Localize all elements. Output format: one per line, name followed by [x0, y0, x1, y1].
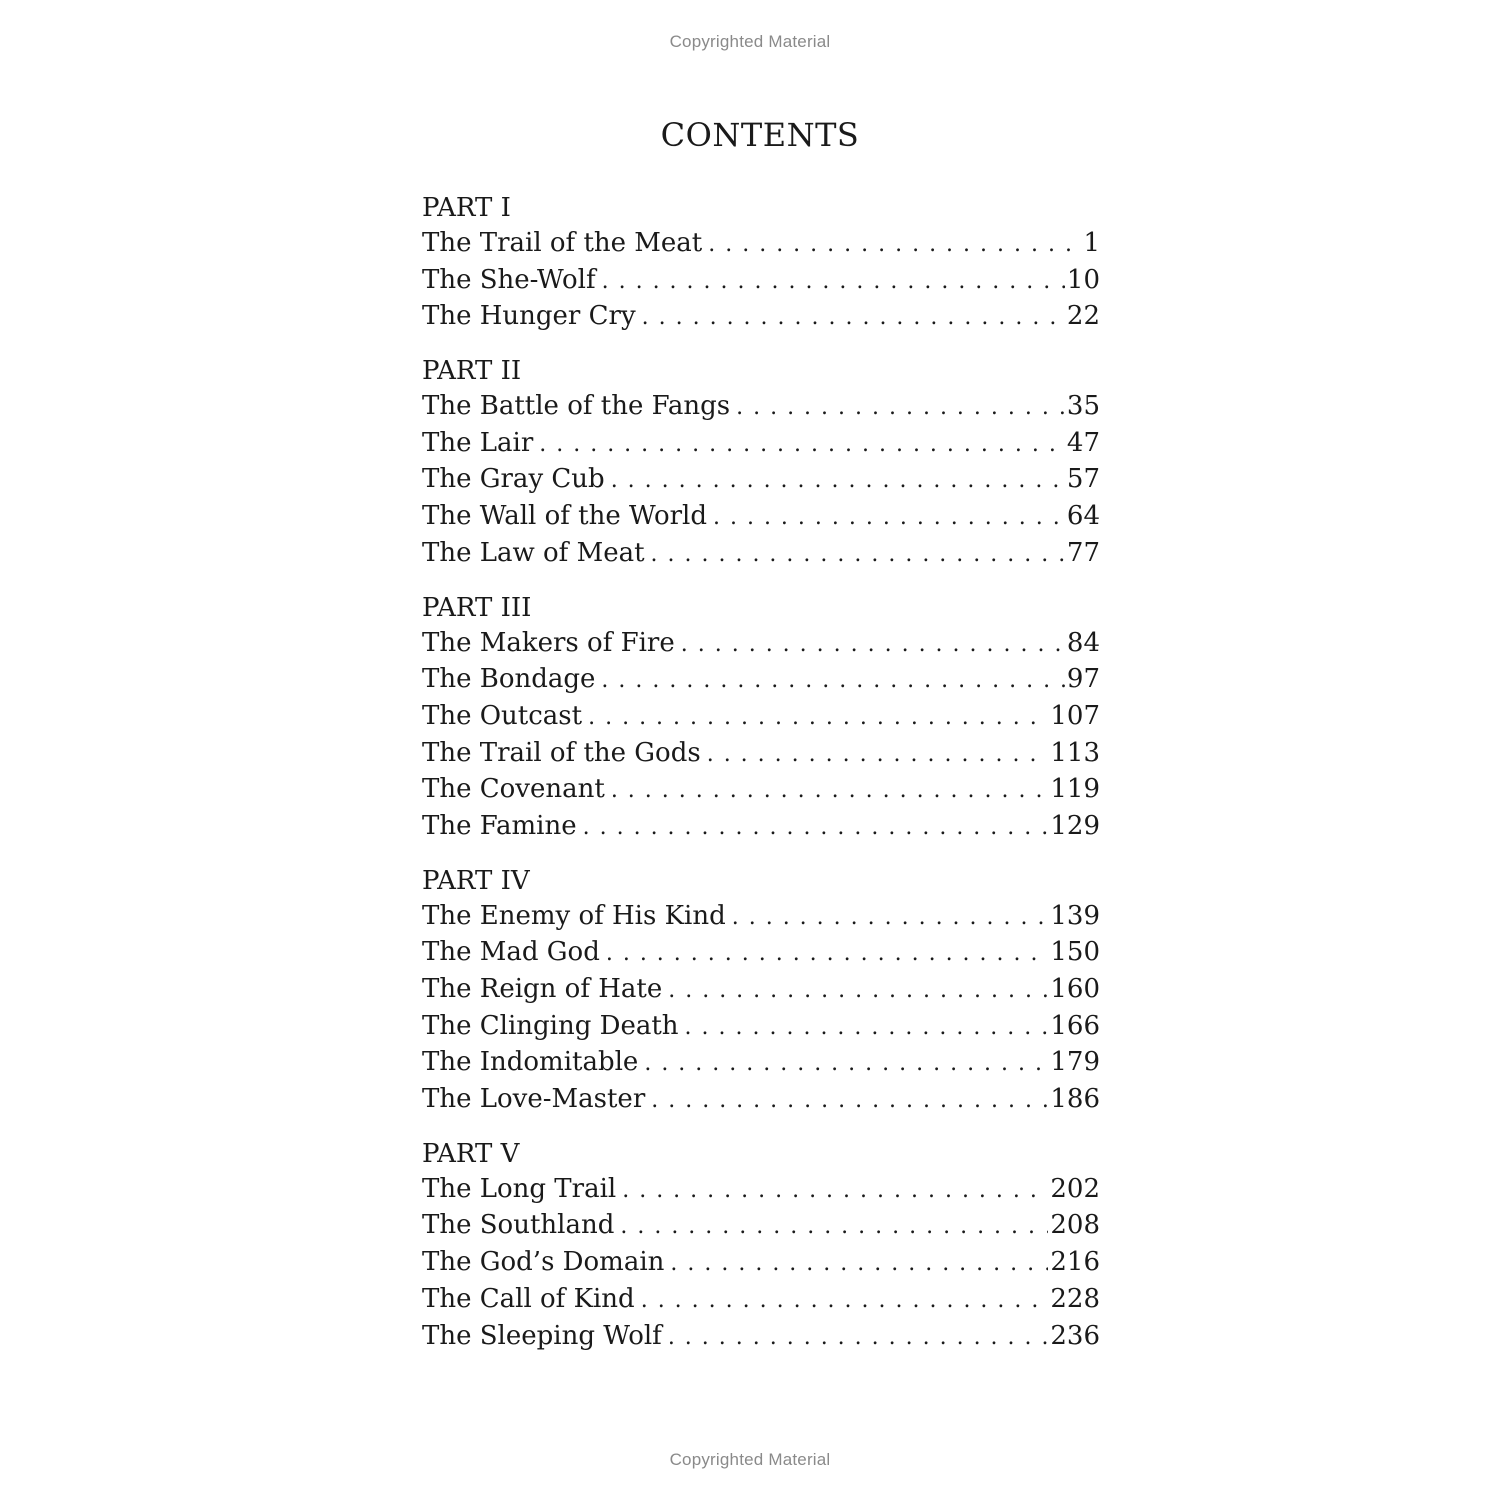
part-heading: PART V — [422, 1138, 520, 1169]
chapter-title: The She-Wolf — [422, 264, 596, 295]
toc-entry — [422, 1281, 1100, 1318]
dot-leader — [685, 1010, 1049, 1047]
toc-part — [422, 1138, 1100, 1354]
chapter-title: The Law of Meat — [422, 537, 645, 568]
page-number: 57 — [1066, 464, 1100, 495]
page-number: 236 — [1050, 1320, 1100, 1351]
toc-part — [422, 865, 1100, 1118]
dot-leader — [644, 1046, 1048, 1083]
page-number: 129 — [1050, 810, 1100, 841]
page-number: 216 — [1050, 1247, 1100, 1278]
toc-entry — [422, 262, 1100, 299]
page-number: 107 — [1050, 700, 1100, 731]
dot-leader — [539, 427, 1065, 464]
chapter-title: The Trail of the Gods — [422, 737, 701, 768]
toc-entry — [422, 225, 1100, 262]
part-heading: PART II — [422, 356, 522, 387]
toc-entry — [422, 1044, 1100, 1081]
chapter-title: The Covenant — [422, 774, 605, 805]
page-number: 113 — [1050, 737, 1100, 768]
toc-entry — [422, 1244, 1100, 1281]
toc-entry — [422, 498, 1100, 535]
page-number: 119 — [1050, 774, 1100, 805]
chapter-title: The Battle of the Fangs — [422, 391, 731, 422]
chapter-title: The Makers of Fire — [422, 627, 675, 658]
toc-entry — [422, 808, 1100, 845]
toc-part — [422, 355, 1100, 571]
dot-leader — [681, 627, 1065, 664]
chapter-title: The Southland — [422, 1210, 615, 1241]
toc-entry — [422, 388, 1100, 425]
dot-leader — [602, 264, 1065, 301]
chapter-title: The Outcast — [422, 700, 583, 731]
toc-entry — [422, 461, 1100, 498]
toc-entry — [422, 971, 1100, 1008]
toc-entry — [422, 661, 1100, 698]
page-number: 1 — [1083, 228, 1100, 258]
page-number: 35 — [1066, 391, 1100, 422]
table-of-contents — [422, 192, 1100, 1374]
dot-leader — [732, 900, 1049, 937]
dot-leader — [651, 1083, 1048, 1120]
dot-leader — [670, 1246, 1048, 1283]
page-number: 228 — [1050, 1283, 1100, 1314]
toc-entry — [422, 934, 1100, 971]
toc-entry — [422, 1008, 1100, 1045]
dot-leader — [641, 1283, 1049, 1320]
chapter-title: The Hunger Cry — [422, 301, 636, 332]
dot-leader — [651, 537, 1065, 574]
chapter-title: The Sleeping Wolf — [422, 1320, 662, 1351]
toc-part — [422, 192, 1100, 335]
dot-leader — [668, 1320, 1049, 1357]
toc-entry — [422, 1318, 1100, 1355]
dot-leader — [620, 1209, 1048, 1246]
page-number: 47 — [1066, 427, 1100, 458]
dot-leader — [611, 463, 1065, 500]
page-title: CONTENTS — [660, 116, 860, 154]
chapter-title: The Famine — [422, 810, 577, 841]
page-number: 64 — [1066, 501, 1100, 532]
dot-leader — [622, 1173, 1048, 1210]
toc-entry — [422, 698, 1100, 735]
chapter-title: The Clinging Death — [422, 1010, 679, 1041]
page-number: 139 — [1050, 900, 1100, 931]
page-number: 179 — [1050, 1047, 1100, 1078]
page-number: 208 — [1050, 1210, 1100, 1241]
dot-leader — [611, 773, 1049, 810]
toc-part — [422, 592, 1100, 845]
part-heading: PART I — [422, 193, 511, 223]
chapter-title: The Long Trail — [422, 1173, 617, 1204]
dot-leader — [606, 936, 1049, 973]
page-number: 84 — [1066, 627, 1100, 658]
page-number: 97 — [1066, 664, 1100, 695]
toc-entry — [422, 1171, 1100, 1208]
dot-leader — [642, 300, 1065, 337]
part-heading: PART IV — [422, 865, 530, 896]
toc-entry — [422, 625, 1100, 662]
page-number: 77 — [1066, 537, 1100, 568]
chapter-title: The Lair — [422, 427, 534, 458]
dot-leader — [588, 700, 1048, 737]
page-number: 166 — [1050, 1010, 1100, 1041]
dot-leader — [583, 810, 1049, 847]
toc-entry — [422, 1207, 1100, 1244]
part-heading: PART III — [422, 592, 532, 623]
copyright-header: Copyrighted Material — [669, 32, 831, 51]
chapter-title: The Call of Kind — [422, 1283, 635, 1314]
toc-entry — [422, 1081, 1100, 1118]
page-number: 186 — [1050, 1084, 1100, 1115]
chapter-title: The Love-Master — [422, 1084, 646, 1115]
page-number: 202 — [1050, 1173, 1100, 1204]
toc-entry — [422, 735, 1100, 772]
toc-entry — [422, 898, 1100, 935]
chapter-title: The Indomitable — [422, 1047, 639, 1078]
dot-leader — [736, 390, 1065, 427]
page-number: 10 — [1066, 264, 1100, 295]
chapter-title: The Wall of the World — [422, 501, 707, 532]
chapter-title: The Trail of the Meat — [422, 228, 703, 258]
dot-leader — [707, 737, 1049, 774]
toc-entry — [422, 425, 1100, 462]
dot-leader — [708, 227, 1081, 264]
chapter-title: The God’s Domain — [422, 1247, 665, 1278]
toc-entry — [422, 298, 1100, 335]
copyright-footer: Copyrighted Material — [669, 1450, 831, 1469]
dot-leader — [668, 973, 1048, 1010]
page-number: 150 — [1050, 937, 1100, 968]
chapter-title: The Gray Cub — [422, 464, 605, 495]
toc-entry — [422, 771, 1100, 808]
chapter-title: The Bondage — [422, 664, 596, 695]
dot-leader — [601, 663, 1064, 700]
page-number: 160 — [1050, 974, 1100, 1004]
page-number: 22 — [1066, 301, 1100, 332]
chapter-title: The Reign of Hate — [422, 974, 663, 1004]
chapter-title: The Mad God — [422, 937, 600, 968]
chapter-title: The Enemy of His Kind — [422, 900, 726, 931]
dot-leader — [713, 500, 1065, 537]
toc-entry — [422, 535, 1100, 572]
